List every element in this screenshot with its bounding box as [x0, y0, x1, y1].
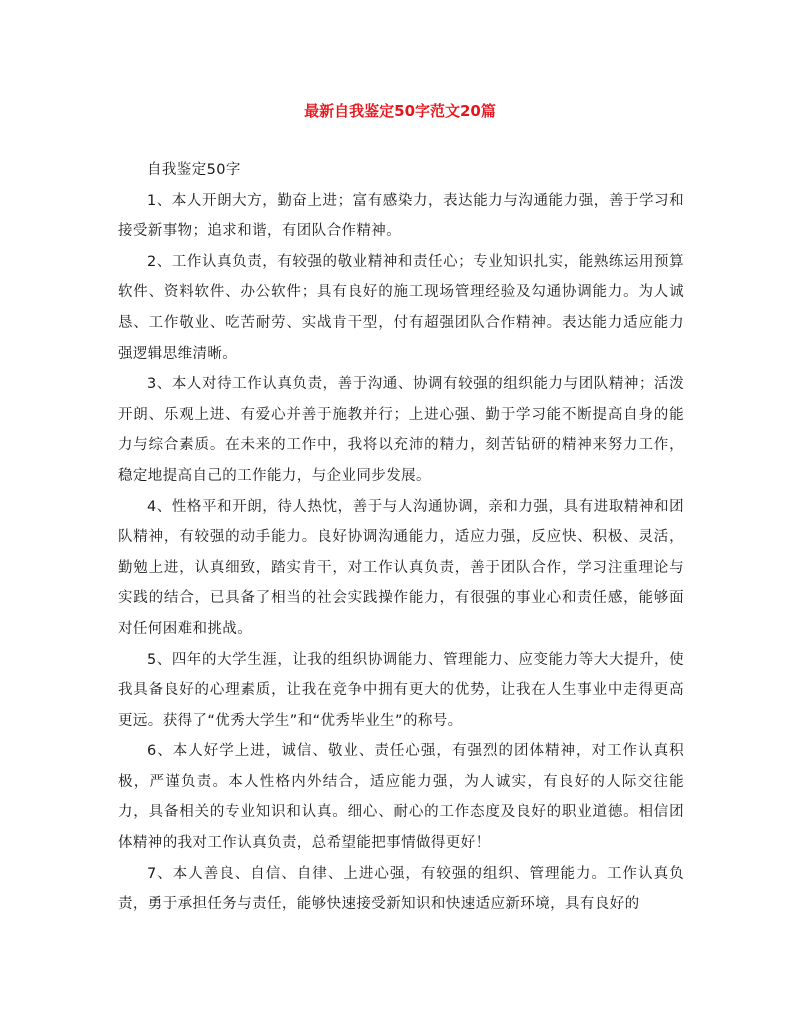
document-body [118, 155, 684, 920]
paragraph-6: 6、本人好学上进，诚信、敬业、责任心强，有强烈的团体精神，对工作认真积极，严谨负责。本人性格内外结合，适应能力强，为人诚实，有良好的人际交往能力，具备相关的专业知识和认真。细心、耐心的工作态度及良好的职业道德。相信团体精神的我对工作认真负责，总希望能把事情做得更好！ [118, 743, 684, 852]
paragraph-4: 4、性格平和开朗，待人热忱，善于与人沟通协调，亲和力强，具有进取精神和团队精神，有较强的动手能力。良好协调沟通能力，适应力强，反应快、积极、灵活，勤勉上进，认真细致，踏实肯干，对工作认真负责，善于团队合作，学习注重理论与实践的结合，已具备了相当的社会实践操作能力，有很强的事业心和责任感，能够面对任何困难和挑战。 [118, 498, 684, 637]
document-title: 最新自我鉴定50字范文20篇 [304, 102, 496, 120]
paragraph-2: 2、工作认真负责，有较强的敬业精神和责任心；专业知识扎实，能熟练运用预算软件、资料软件、办公软件；具有良好的施工现场管理经验及勾通协调能力。为人诚恳、工作敬业、吃苦耐劳、实战肯干型，付有超强团队合作精神。表达能力适应能力强逻辑思维清晰。 [118, 253, 684, 362]
paragraph-1: 1、本人开朗大方，勤奋上进；富有感染力，表达能力与沟通能力强，善于学习和接受新事物；追求和谐，有团队合作精神。 [118, 192, 684, 240]
paragraph-5: 5、四年的大学生涯，让我的组织协调能力、管理能力、应变能力等大大提升，使我具备良好的心理素质，让我在竞争中拥有更大的优势，让我在人生事业中走得更高更远。获得了“优秀大学生”和“优秀毕业生”的称号。 [118, 651, 684, 729]
paragraph-7: 7、本人善良、自信、自律、上进心强，有较强的组织、管理能力。工作认真负责，勇于承担任务与责任，能够快速接受新知识和快速适应新环境，具有良好的 [118, 865, 684, 913]
section-heading: 自我鉴定50字 [147, 162, 241, 178]
paragraph-3: 3、本人对待工作认真负责，善于沟通、协调有较强的组织能力与团队精神；活泼开朗、乐观上进、有爱心并善于施教并行；上进心强、勤于学习能不断提高自身的能力与综合素质。在未来的工作中，我将以充沛的精力，刻苦钻研的精神来努力工作，稳定地提高自己的工作能力，与企业同步发展。 [118, 376, 684, 484]
